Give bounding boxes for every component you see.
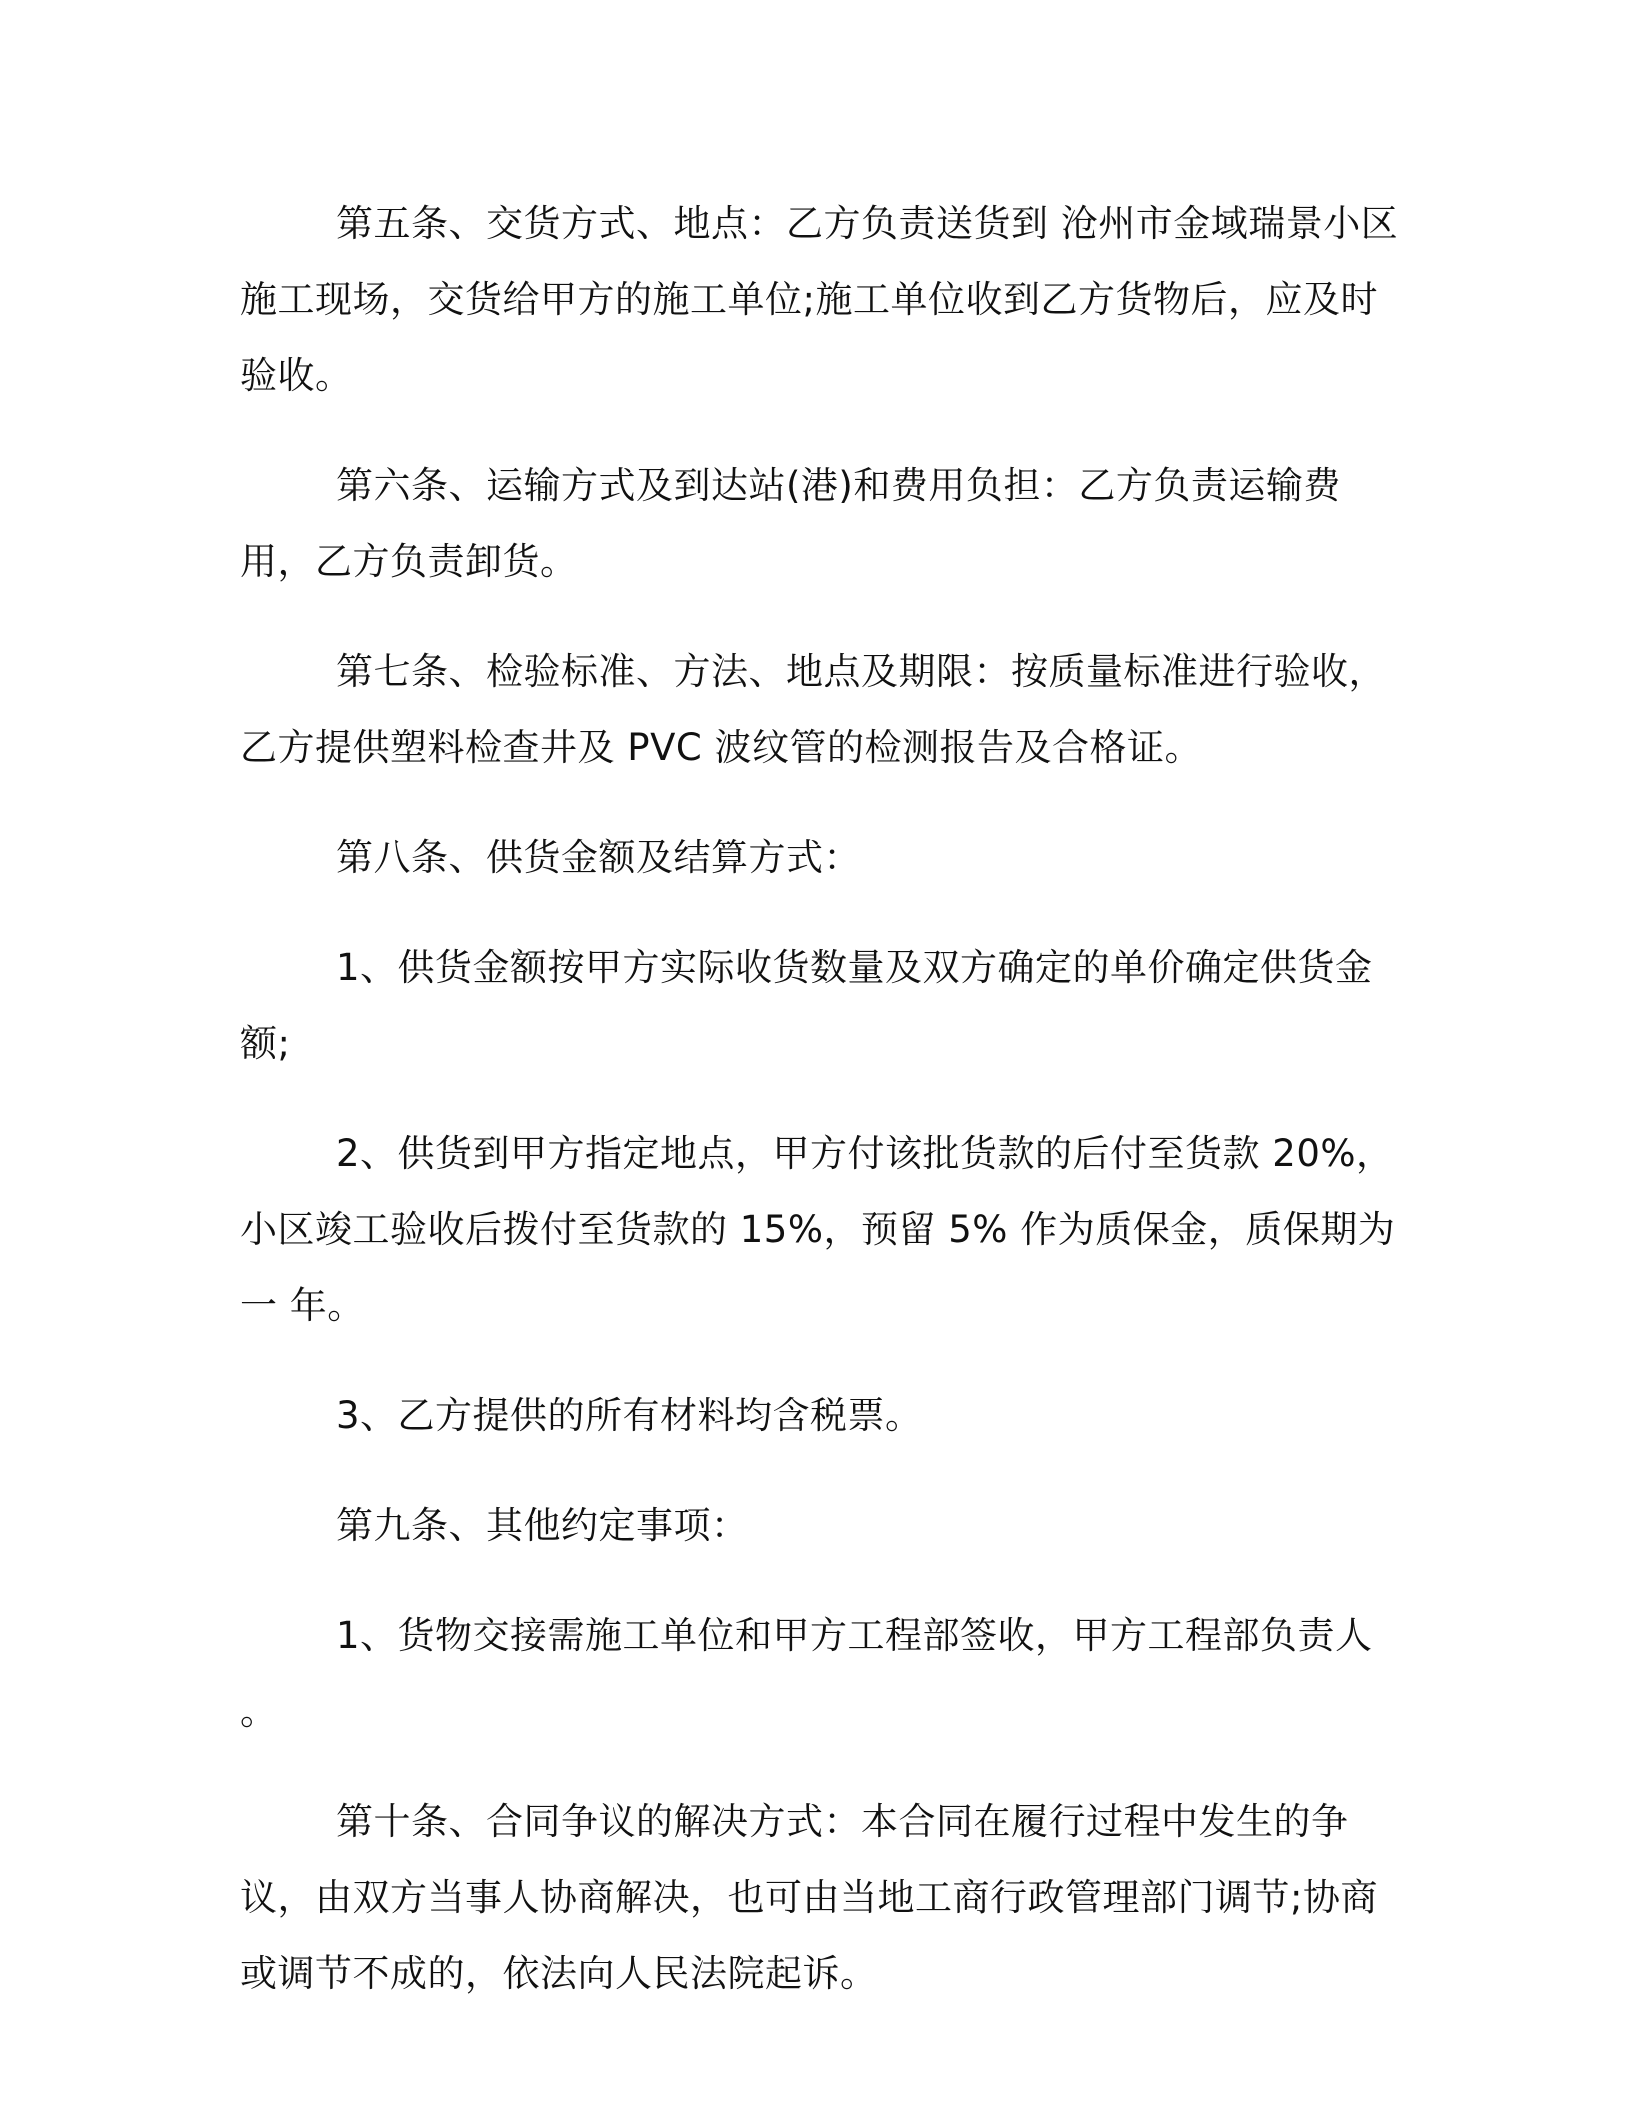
- paragraph-article-5: 第五条、交货方式、地点：乙方负责送货到 沧州市金域瑞景小区施工现场，交货给甲方的施工单位;施工单位收到乙方货物后，应及时验收。: [240, 202, 1399, 397]
- paragraph-article-8: 第八条、供货金额及结算方式：: [336, 836, 861, 879]
- paragraph-article-7: 第七条、检验标准、方法、地点及期限：按质量标准进行验收，乙方提供塑料检查井及 PVC 波纹管的检测报告及合格证。: [240, 650, 1386, 769]
- paragraph-article-8-item-2: 2、供货到甲方指定地点，甲方付该批货款的后付至货款 20%，小区竣工验收后拨付至货款的 15%，预留 5% 作为质保金，质保期为一 年。: [240, 1132, 1396, 1327]
- document-body: [240, 186, 1400, 2046]
- paragraph-article-10: 第十条、合同争议的解决方式：本合同在履行过程中发生的争议，由双方当事人协商解决，也可由当地工商行政管理部门调节;协商或调节不成的，依法向人民法院起诉。: [240, 1800, 1378, 1995]
- paragraph-article-9: 第九条、其他约定事项：: [336, 1504, 749, 1547]
- paragraph-article-8-item-1: 1、供货金额按甲方实际收货数量及双方确定的单价确定供货金额;: [240, 946, 1373, 1065]
- paragraph-article-9-item-1: 1、货物交接需施工单位和甲方工程部签收，甲方工程部负责人 。: [240, 1614, 1373, 1733]
- paragraph-article-8-item-3: 3、乙方提供的所有材料均含税票。: [336, 1394, 923, 1437]
- paragraph-article-6: 第六条、运输方式及到达站(港)和费用负担：乙方负责运输费用，乙方负责卸货。: [240, 464, 1341, 583]
